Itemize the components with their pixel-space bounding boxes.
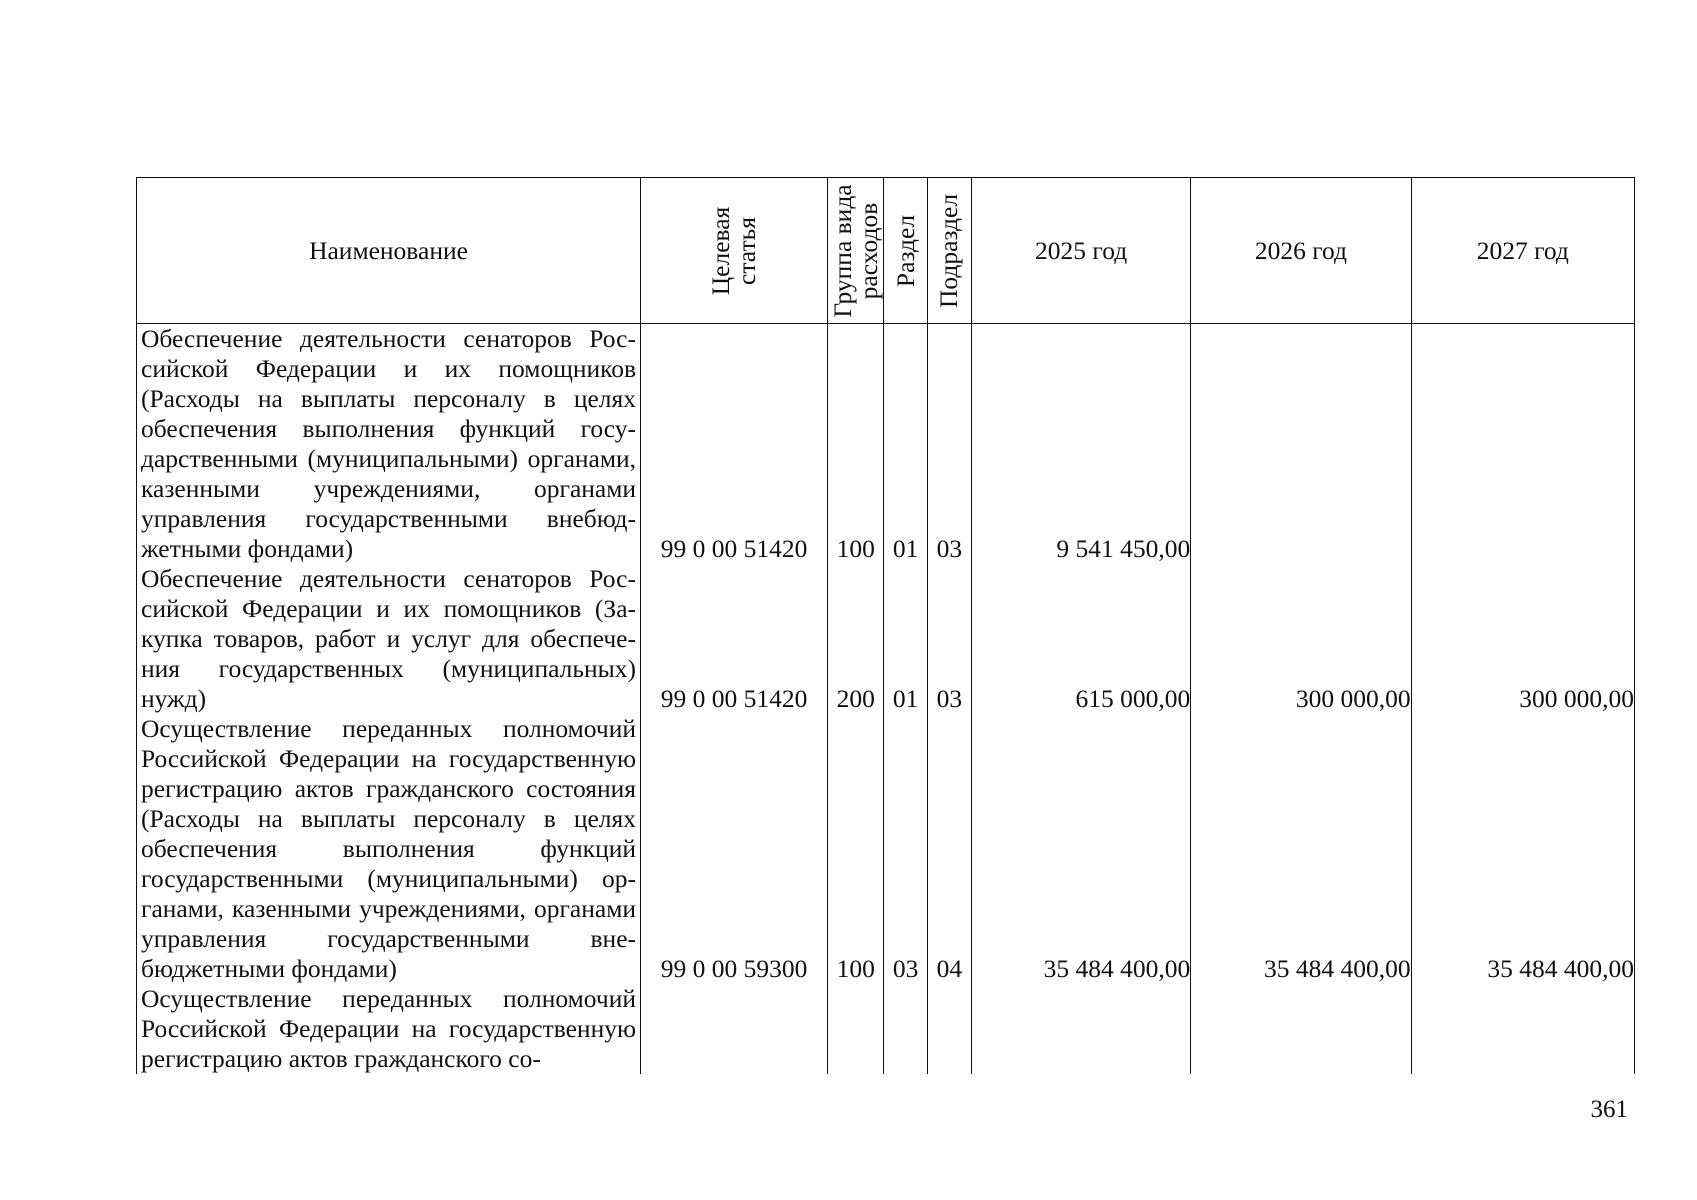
row-subsection: 03 <box>927 324 971 565</box>
header-expense-group <box>828 178 884 324</box>
row-subsection <box>927 984 971 1074</box>
header-subsection <box>927 178 971 324</box>
row-target-article: 99 0 00 51420 <box>641 564 828 714</box>
row-name: Обеспечение деятельности сенаторов Российской Федерации и их помощников (Расходы на выплаты персоналу в целях обеспечения выполнения функций государственными (муниципальными) органами, казенными учреждениями, органами управления государственными внебюджетными фондами) <box>137 324 641 565</box>
row-amount-2025: 35 484 400,00 <box>971 714 1190 984</box>
header-row <box>137 178 1635 324</box>
row-name: Обеспечение деятельности сенаторов Российской Федерации и их помощников (Закупка товаров, работ и услуг для обеспечения государственных (муниципальных) нужд) <box>137 564 641 714</box>
header-year-2026: 2026 год <box>1191 178 1411 324</box>
row-section: 01 <box>884 564 927 714</box>
row-expense-group: 200 <box>828 564 884 714</box>
header-target-article-label: Целевая статья <box>706 206 762 295</box>
header-name: Наименование <box>137 178 641 324</box>
row-amount-2027 <box>1411 984 1634 1074</box>
row-amount-2026 <box>1191 324 1411 565</box>
table-row <box>137 714 1635 984</box>
row-expense-group: 100 <box>828 714 884 984</box>
row-subsection: 03 <box>927 564 971 714</box>
row-expense-group: 100 <box>828 324 884 565</box>
row-amount-2025: 9 541 450,00 <box>971 324 1190 565</box>
row-amount-2026: 300 000,00 <box>1191 564 1411 714</box>
page-number: 361 <box>1590 1096 1628 1123</box>
header-expense-group-label: Группа вида расходов <box>827 183 883 318</box>
header-year-2025: 2025 год <box>971 178 1190 324</box>
row-section <box>884 984 927 1074</box>
row-amount-2026 <box>1191 984 1411 1074</box>
row-target-article <box>641 984 828 1074</box>
header-target-article <box>641 178 828 324</box>
header-section <box>884 178 927 324</box>
header-section-label: Раздел <box>890 214 920 287</box>
row-expense-group <box>828 984 884 1074</box>
table-row <box>137 324 1635 565</box>
row-subsection: 04 <box>927 714 971 984</box>
budget-table <box>136 177 1635 1074</box>
row-amount-2026: 35 484 400,00 <box>1191 714 1411 984</box>
row-amount-2025 <box>971 984 1190 1074</box>
row-amount-2027 <box>1411 324 1634 565</box>
row-target-article: 99 0 00 51420 <box>641 324 828 565</box>
header-subsection-label: Подраздел <box>934 193 964 308</box>
table-row <box>137 564 1635 714</box>
row-name: Осуществление переданных полномочий Российской Федерации на государственную регистрацию актов гражданского со- <box>137 984 641 1074</box>
row-amount-2025: 615 000,00 <box>971 564 1190 714</box>
row-name: Осуществление переданных полномочий Российской Федерации на государственную регистрацию актов гражданского состояния (Расходы на выплаты персоналу в целях обеспечения выполнения функций государственными (муниципальными) органами, казенными учреждениями, органами управления государственными внебюджетными фондами) <box>137 714 641 984</box>
row-amount-2027: 35 484 400,00 <box>1411 714 1634 984</box>
row-target-article: 99 0 00 59300 <box>641 714 828 984</box>
row-section: 01 <box>884 324 927 565</box>
row-amount-2027: 300 000,00 <box>1411 564 1634 714</box>
header-year-2027: 2027 год <box>1411 178 1634 324</box>
row-section: 03 <box>884 714 927 984</box>
table-row <box>137 984 1635 1074</box>
